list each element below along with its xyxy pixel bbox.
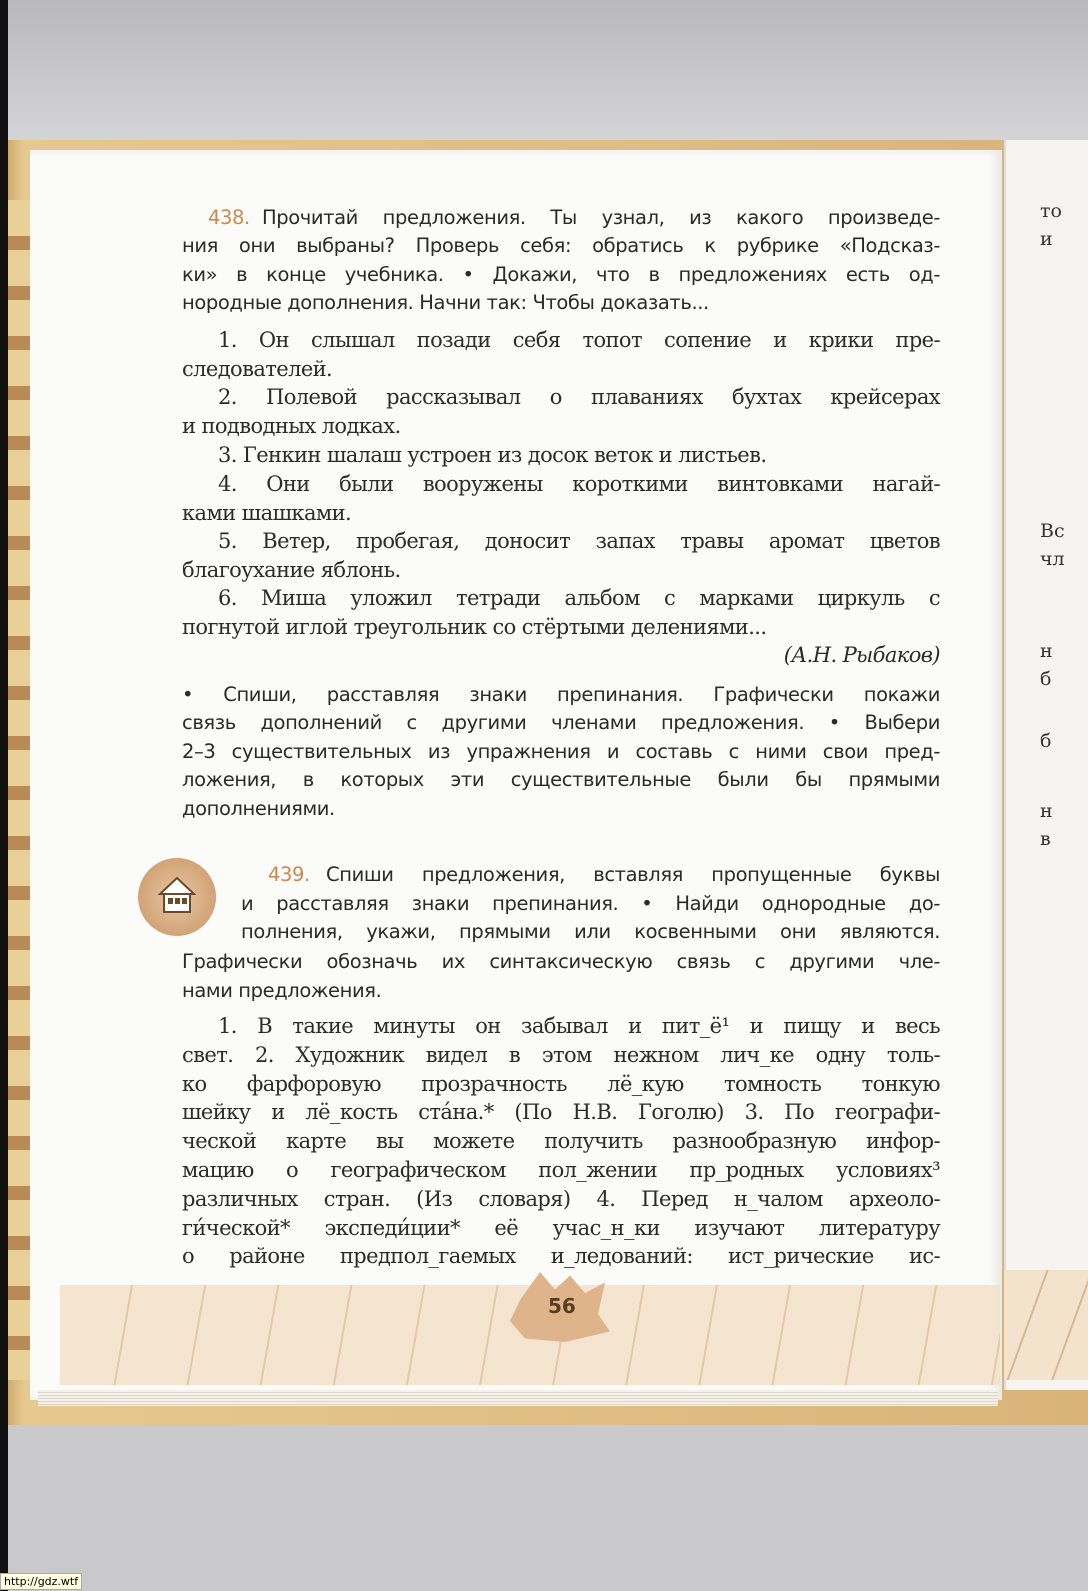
right-page-decoration xyxy=(1004,1270,1088,1380)
right-page-fragment: н xyxy=(1040,800,1053,822)
right-page-fragment: н xyxy=(1040,640,1053,662)
sentence-line: следователей. xyxy=(182,357,333,381)
watermark: http://gdz.wtf xyxy=(0,1573,82,1590)
sentence-line: ческой карте вы можете получить разнообразную инфор- xyxy=(182,1129,940,1153)
sentence-line: ками шашками. xyxy=(182,501,352,525)
sentence-line: 6. Миша уложил тетради альбом с марками циркуль с xyxy=(218,586,940,610)
right-page-fragment: в xyxy=(1040,828,1051,850)
task-line: ки» в конце учебника. • Докажи, что в предложениях есть од- xyxy=(182,263,940,286)
sentence-line: погнутой иглой треугольник со стёртыми делениями... xyxy=(182,615,767,639)
sentence-line: 2. Полевой рассказывал о плаваниях бухтах крейсерах xyxy=(218,385,940,409)
page-edges xyxy=(38,1390,998,1406)
right-page-fragment: Вс xyxy=(1040,520,1065,542)
task-line: нородные дополнения. Начни так: Чтобы доказать... xyxy=(182,291,709,314)
exercise-number: 439. xyxy=(268,863,310,886)
sentence-line: различных стран. (Из словаря) 4. Перед н_чалом археоло- xyxy=(182,1187,940,1211)
sentence-line: 3. Генкин шалаш устроен из досок веток и листьев. xyxy=(218,443,767,467)
author-attribution: (А.Н. Рыбаков) xyxy=(783,643,940,667)
exercise-number: 438. xyxy=(208,206,250,229)
sentence-line: шейку и лё_кость ста́на.* (По Н.В. Гоголю) 3. По географи- xyxy=(182,1100,940,1124)
house-icon-badge xyxy=(138,858,216,936)
right-page-fragment: чл xyxy=(1040,548,1065,570)
task-line: ния они выбраны? Проверь себя: обратись к рубрике «Подсказ- xyxy=(182,234,940,257)
sentence-line: 5. Ветер, пробегая, доносит запах травы аромат цветов xyxy=(218,529,940,553)
sentence-line: 1. В такие минуты он забывал и пит_ё¹ и пищу и весь xyxy=(218,1014,940,1038)
scan-edge xyxy=(0,0,8,1591)
house-icon xyxy=(158,876,196,916)
task-line: нами предложения. xyxy=(182,979,382,1002)
sentence-line: 1. Он слышал позади себя топот сопение и крики пре- xyxy=(218,328,940,352)
sentence-line: 4. Они были вооружены короткими винтовками нагай- xyxy=(218,472,940,496)
task-line: • Спиши, расставляя знаки препинания. Графически покажи xyxy=(182,683,940,706)
sentence-line: ги́ческой* экспеди́ции* её учас_н_ки изучают литературу xyxy=(182,1216,940,1240)
sentence-line: ко фарфоровую прозрачность лё_кую томность тонкую xyxy=(182,1072,940,1096)
task-line: Графически обозначь их синтаксическую связь с другими чле- xyxy=(182,950,940,973)
right-page-fragment: б xyxy=(1040,730,1052,752)
right-page-fragment: то xyxy=(1040,200,1062,222)
task-line: ложения, в которых эти существительные были бы прямыми xyxy=(182,768,940,791)
sentence-line: благоухание яблонь. xyxy=(182,558,401,582)
task-line: полнения, укажи, прямыми или косвенными они являются. xyxy=(241,920,940,943)
sentence-line: свет. 2. Художник видел в этом нежном лич_ке одну толь- xyxy=(182,1043,940,1067)
task-line: и расставляя знаки препинания. • Найди однородные до- xyxy=(241,892,940,915)
page-number: 56 xyxy=(548,1294,576,1318)
right-page-fragment: б xyxy=(1040,668,1052,690)
sentence-line: о районе предпол_гаемых и_ледований: ист_рические ис- xyxy=(182,1244,940,1268)
sentence-line: мацию о географическом пол_жении пр_родных условиях³ xyxy=(182,1158,940,1182)
task-line: связь дополнений с другими членами предложения. • Выбери xyxy=(182,711,940,734)
task-line: Спиши предложения, вставляя пропущенные буквы xyxy=(326,863,940,886)
task-line: 2–3 существительных из упражнения и составь с ними свои пред- xyxy=(182,740,940,763)
right-page-fragment: и xyxy=(1040,228,1053,250)
task-line: дополнениями. xyxy=(182,797,335,820)
right-page xyxy=(1004,140,1088,1390)
sentence-line: и подводных лодках. xyxy=(182,414,401,438)
task-line: Прочитай предложения. Ты узнал, из какого произведе- xyxy=(262,206,940,229)
